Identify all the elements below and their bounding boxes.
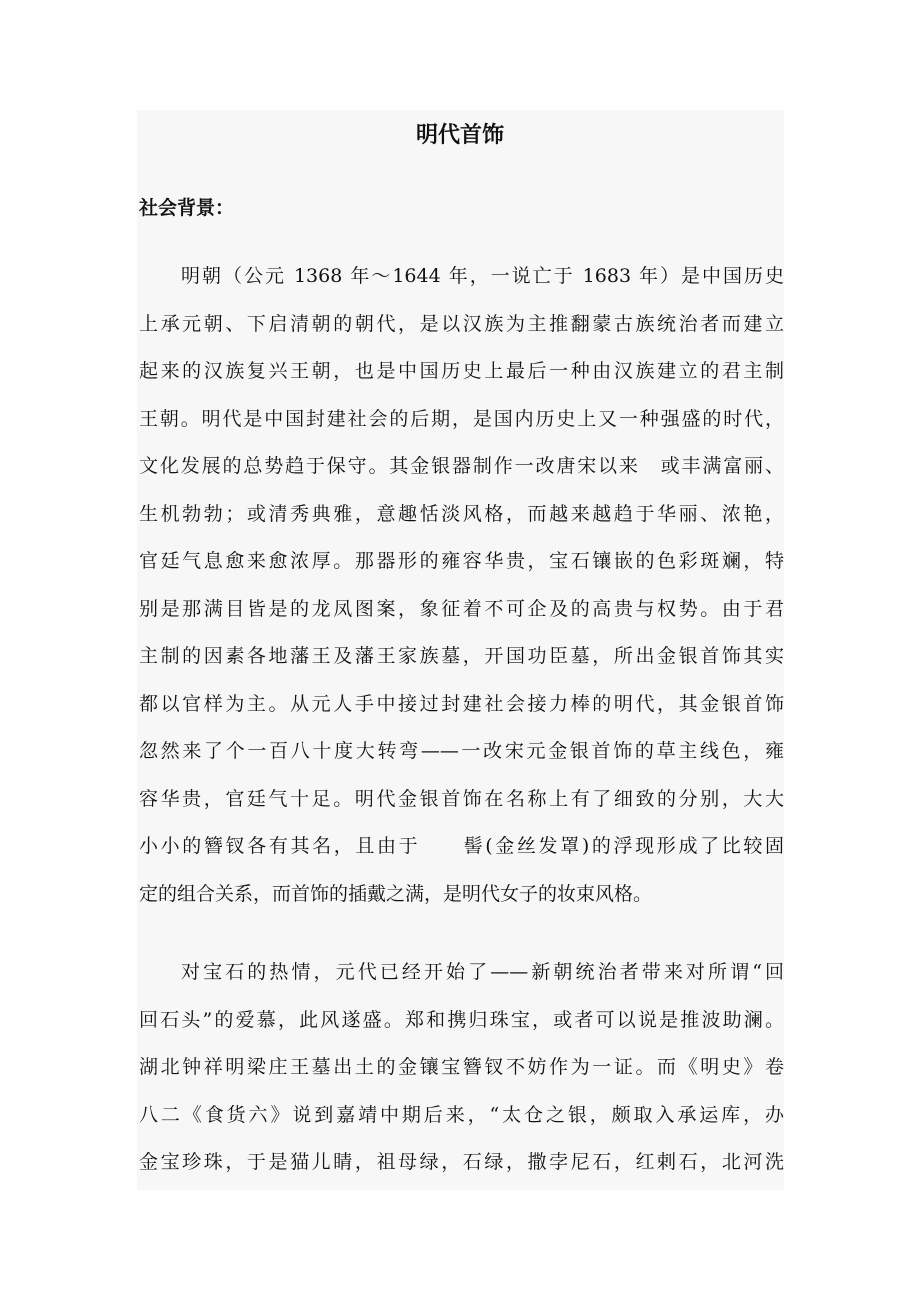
paragraph-line: 主制的因素各地藩王及藩王家族墓，开国功臣墓，所出金银首饰其实 <box>139 645 784 667</box>
section-heading: 社会背景： <box>139 197 235 219</box>
paragraph-line: 明朝（公元 1368 年～1644 年，一说亡于 1683 年）是中国历史 <box>181 265 784 287</box>
paragraph-line: 上承元朝、下启清朝的朝代，是以汉族为主推翻蒙古族统治者而建立 <box>139 312 784 335</box>
paragraph-line: 起来的汉族复兴王朝，也是中国历史上最后一种由汉族建立的君主制 <box>139 360 784 382</box>
paragraph-line: 小小的簪钗各有其名，且由于 髻(金丝发罩)的浮现形成了比较固 <box>139 835 784 857</box>
paragraph-line: 王朝。明代是中国封建社会的后期，是国内历史上又一种强盛的时代， <box>139 407 784 430</box>
paragraph-line: 都以官样为主。从元人手中接过封建社会接力棒的明代，其金银首饰 <box>139 692 784 715</box>
paragraph-line: 回石头”的爱慕，此风遂盛。郑和携归珠宝，或者可以说是推波助澜。 <box>139 1008 784 1031</box>
paragraph-line: 别是那满目皆是的龙凤图案，象征着不可企及的高贵与权势。由于君 <box>139 597 784 620</box>
paragraph-line: 文化发展的总势趋于保守。其金银器制作一改唐宋以来 或丰满富丽、 <box>139 455 784 477</box>
paragraph-1 <box>139 258 784 923</box>
paragraph-line: 忽然来了个一百八十度大转弯——一改宋元金银首饰的草主线色，雍 <box>139 740 784 762</box>
paragraph-line: 生机勃勃；或清秀典雅，意趣恬淡风格，而越来越趋于华丽、浓艳， <box>139 502 784 525</box>
paragraph-line: 金宝珍珠，于是猫儿睛，祖母绿，石绿，撒孛尼石，红剌石，北河洗 <box>139 1151 784 1173</box>
paragraph-2 <box>139 954 784 1192</box>
paragraph-line: 容华贵，官廷气十足。明代金银首饰在名称上有了细致的分别，大大 <box>139 787 784 810</box>
paragraph-line: 定的组合关系，而首饰的插戴之满，是明代女子的妆束风格。 <box>139 882 653 905</box>
paragraph-line: 官廷气息愈来愈浓厚。那器形的雍容华贵，宝石镶嵌的色彩斑斓，特 <box>139 550 784 572</box>
paragraph-line: 对宝石的热情，元代已经开始了——新朝统治者带来对所谓“回 <box>181 961 784 983</box>
document-title: 明代首饰 <box>415 123 504 148</box>
paragraph-line: 八二《食货六》说到嘉靖中期后来，“太仓之银，颇取入承运库，办 <box>139 1103 784 1126</box>
paragraph-line: 湖北钟祥明梁庄王墓出土的金镶宝簪钗不妨作为一证。而《明史》卷 <box>139 1056 784 1078</box>
